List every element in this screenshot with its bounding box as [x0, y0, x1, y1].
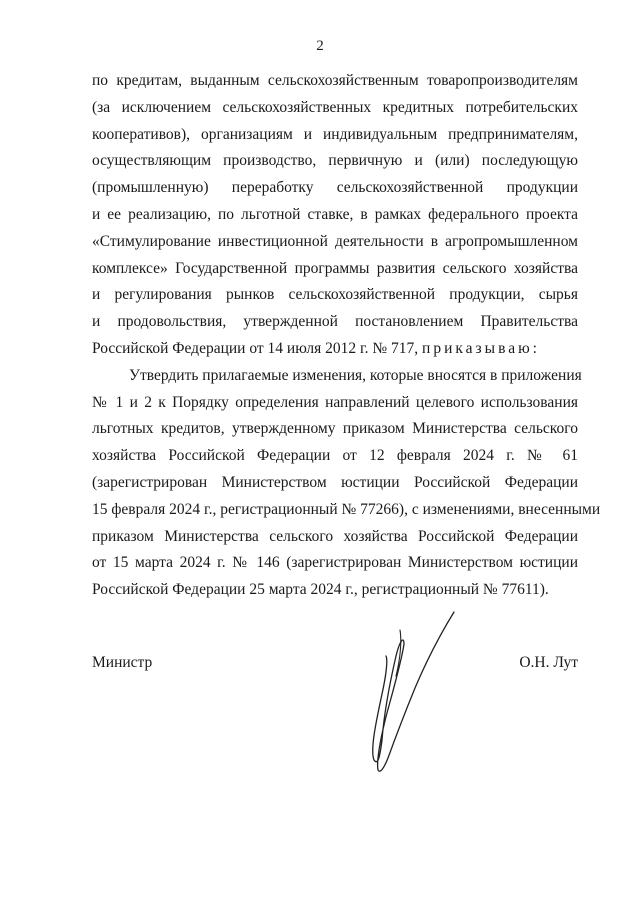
signer-name: О.Н. Лут — [519, 654, 578, 671]
document-body — [92, 68, 601, 604]
text-line: комплексе» Государственной программы развития сельского хозяйства — [92, 259, 578, 277]
text-line: Утвердить прилагаемые изменения, которые вносятся в приложения — [129, 366, 582, 384]
text-line: кооперативов), организациям и индивидуальным предпринимателям, — [92, 125, 578, 143]
text-line: (зарегистрирован Министерством юстиции Российской Федерации — [92, 473, 578, 491]
signer-role: Министр — [92, 654, 153, 671]
text-line: и ее реализацию, по льготной ставке, в рамках федерального проекта — [92, 205, 578, 223]
text-line-order — [92, 336, 578, 363]
text-line: льготных кредитов, утвержденному приказом Министерства сельского — [92, 420, 578, 438]
text-line: осуществляющим производство, первичную и (или) последующую — [92, 152, 578, 170]
signature-block — [0, 610, 640, 800]
text-line: по кредитам, выданным сельскохозяйственным товаропроизводителям — [92, 72, 578, 89]
text-line: 15 февраля 2024 г., регистрационный № 77266), с изменениями, внесенными — [92, 500, 601, 518]
order-word: приказываю: — [422, 339, 540, 357]
text-line: и регулирования рынков сельскохозяйственной продукции, сырья — [92, 286, 578, 304]
text-line: от 15 марта 2024 г. № 146 (зарегистрирован Министерством юстиции — [92, 554, 578, 572]
text-line: приказом Министерства сельского хозяйства Российской Федерации — [92, 527, 578, 545]
text-line: «Стимулирование инвестиционной деятельности в агропромышленном — [92, 232, 578, 250]
text-fragment: Российской Федерации от 14 июля 2012 г. № 717, — [92, 339, 419, 357]
handwritten-signature — [360, 610, 460, 785]
page-number: 2 — [316, 38, 324, 54]
text-line: Российской Федерации 25 марта 2024 г., регистрационный № 77611). — [92, 581, 549, 599]
text-line: хозяйства Российской Федерации от 12 февраля 2024 г. № 61 — [92, 447, 578, 465]
text-line: (промышленную) переработку сельскохозяйственной продукции — [92, 179, 578, 197]
text-line: (за исключением сельскохозяйственных кредитных потребительских — [92, 98, 578, 116]
text-line: № 1 и 2 к Порядку определения направлений целевого использования — [92, 393, 578, 411]
text-line: и продовольствия, утвержденной постановлением Правительства — [92, 313, 578, 331]
